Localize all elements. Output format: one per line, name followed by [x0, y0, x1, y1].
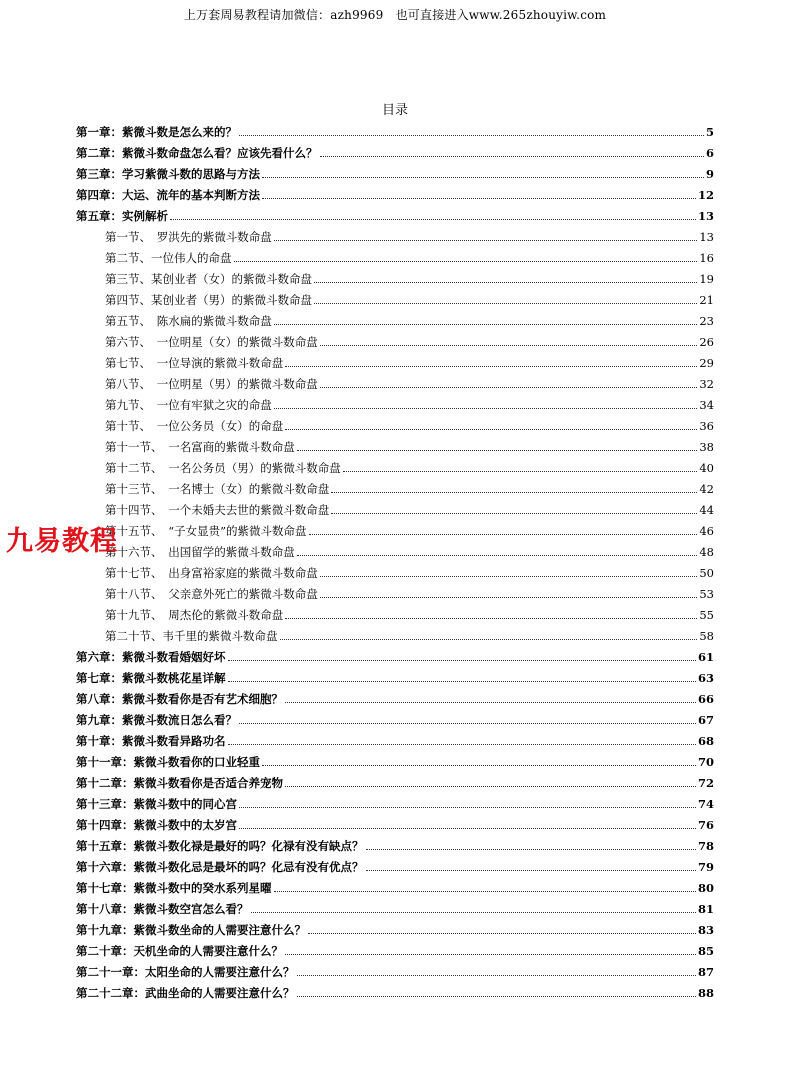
toc-entry-label: 第一节、 罗洪先的紫微斗数命盘: [105, 230, 272, 244]
toc-chapter-entry[interactable]: [76, 119, 714, 140]
toc-entry-page-number: 16: [699, 251, 714, 265]
toc-entry-page-number: 42: [699, 482, 714, 496]
toc-entry-label: 第三节、某创业者（女）的紫微斗数命盘: [105, 272, 312, 286]
toc-chapter-entry[interactable]: [76, 854, 714, 875]
toc-dot-leader: [285, 365, 697, 367]
toc-title: 目录: [381, 103, 408, 118]
toc-entry-label: 第十二章：紫微斗数看你是否适合养宠物: [76, 776, 283, 790]
toc-section-entry[interactable]: [76, 371, 714, 392]
toc-entry-page-number: 29: [699, 356, 714, 370]
toc-entry-page-number: 58: [699, 629, 714, 643]
toc-entry-page-number: 68: [697, 734, 714, 748]
toc-entry-page-number: 76: [697, 818, 714, 832]
toc-entry-page-number: 88: [697, 986, 714, 1000]
toc-entry-label: 第十三节、 一名博士（女）的紫微斗数命盘: [105, 482, 330, 496]
toc-entry-page-number: 21: [699, 293, 714, 307]
toc-entry-label: 第十六章：紫微斗数化忌是最坏的吗？化忌有没有优点？: [76, 860, 364, 874]
toc-chapter-entry[interactable]: [76, 749, 714, 770]
toc-dot-leader: [309, 533, 698, 535]
toc-entry-page-number: 13: [697, 209, 714, 223]
toc-entry-page-number: 34: [699, 398, 714, 412]
toc-section-entry[interactable]: [76, 623, 714, 644]
toc-chapter-entry[interactable]: [76, 896, 714, 917]
toc-entry-page-number: 32: [699, 377, 714, 391]
toc-dot-leader: [228, 680, 696, 682]
toc-entry-label: 第十九节、 周杰伦的紫微斗数命盘: [105, 608, 284, 622]
toc-dot-leader: [251, 911, 696, 913]
toc-dot-leader: [280, 638, 698, 640]
toc-entry-label: 第二十一章：太阳坐命的人需要注意什么？: [76, 965, 295, 979]
toc-dot-leader: [234, 260, 698, 262]
toc-chapter-entry[interactable]: [76, 959, 714, 980]
toc-entry-page-number: 61: [697, 650, 714, 664]
toc-entry-label: 第十三章：紫微斗数中的同心宫: [76, 797, 237, 811]
toc-entry-label: 第十七节、 出身富裕家庭的紫微斗数命盘: [105, 566, 318, 580]
toc-dot-leader: [274, 239, 698, 241]
toc-dot-leader: [285, 428, 697, 430]
toc-section-entry[interactable]: [76, 224, 714, 245]
toc-dot-leader: [285, 953, 696, 955]
toc-entry-page-number: 70: [697, 755, 714, 769]
toc-entry-label: 第六节、 一位明星（女）的紫微斗数命盘: [105, 335, 318, 349]
toc-entry-page-number: 72: [697, 776, 714, 790]
toc-chapter-entry[interactable]: [76, 665, 714, 686]
toc-entry-page-number: 12: [697, 188, 714, 202]
toc-entry-label: 第十四章：紫微斗数中的太岁宫: [76, 818, 237, 832]
toc-entry-label: 第十章：紫微斗数看异路功名: [76, 734, 226, 748]
toc-chapter-entry[interactable]: [76, 770, 714, 791]
toc-entry-label: 第一章：紫微斗数是怎么来的？: [76, 125, 237, 139]
toc-dot-leader: [297, 554, 698, 556]
toc-dot-leader: [343, 470, 698, 472]
toc-entry-label: 第十二节、 一名公务员（男）的紫微斗数命盘: [105, 461, 341, 475]
toc-entry-label: 第十八章：紫微斗数空宫怎么看？: [76, 902, 249, 916]
toc-chapter-entry[interactable]: [76, 917, 714, 938]
toc-section-entry[interactable]: [76, 518, 714, 539]
toc-entry-label: 第五章：实例解析: [76, 209, 168, 223]
toc-entry-page-number: 78: [697, 839, 714, 853]
toc-dot-leader: [239, 722, 696, 724]
toc-entry-label: 第二十章：天机坐命的人需要注意什么？: [76, 944, 283, 958]
toc-entry-label: 第四节、某创业者（男）的紫微斗数命盘: [105, 293, 312, 307]
toc-section-entry[interactable]: [76, 392, 714, 413]
toc-section-entry[interactable]: [76, 350, 714, 371]
toc-entry-label: 第十五章：紫微斗数化禄是最好的吗？化禄有没有缺点？: [76, 839, 364, 853]
toc-chapter-entry[interactable]: [76, 812, 714, 833]
toc-section-entry[interactable]: [76, 434, 714, 455]
toc-dot-leader: [285, 701, 696, 703]
toc-entry-label: 第十六节、 出国留学的紫微斗数命盘: [105, 545, 295, 559]
toc-entry-page-number: 87: [697, 965, 714, 979]
toc-entry-page-number: 36: [699, 419, 714, 433]
toc-dot-leader: [320, 155, 704, 157]
toc-dot-leader: [262, 197, 696, 199]
toc-entry-label: 第九节、 一位有牢狱之灾的命盘: [105, 398, 272, 412]
toc-chapter-entry[interactable]: [76, 728, 714, 749]
toc-entry-label: 第五节、 陈水扁的紫微斗数命盘: [105, 314, 272, 328]
toc-dot-leader: [274, 323, 698, 325]
page-header-text: 上万套周易教程请加微信：azh9969 也可直接进入www.265zhouyiw.com: [183, 8, 607, 22]
toc-entry-label: 第七章：紫微斗数桃花星详解: [76, 671, 226, 685]
toc-section-entry[interactable]: [76, 455, 714, 476]
toc-entry-label: 第三章：学习紫微斗数的思路与方法: [76, 167, 260, 181]
toc-dot-leader: [331, 512, 697, 514]
toc-section-entry[interactable]: [76, 560, 714, 581]
toc-entry-label: 第十一章：紫微斗数看你的口业轻重: [76, 755, 260, 769]
toc-entry-label: 第二十二章：武曲坐命的人需要注意什么？: [76, 986, 295, 1000]
toc-chapter-entry[interactable]: [76, 833, 714, 854]
toc-entry-page-number: 63: [697, 671, 714, 685]
toc-section-entry[interactable]: [76, 245, 714, 266]
toc-dot-leader: [262, 176, 704, 178]
toc-entry-page-number: 55: [699, 608, 714, 622]
toc-section-entry[interactable]: [76, 602, 714, 623]
toc-dot-leader: [366, 848, 696, 850]
toc-entry-label: 第十节、 一位公务员（女）的命盘: [105, 419, 284, 433]
toc-chapter-entry[interactable]: [76, 875, 714, 896]
toc-chapter-entry[interactable]: [76, 203, 714, 224]
toc-entry-label: 第四章：大运、流年的基本判断方法: [76, 188, 260, 202]
toc-dot-leader: [170, 218, 696, 220]
toc-entry-page-number: 85: [697, 944, 714, 958]
watermark-logo: 九易教程: [6, 526, 118, 557]
toc-dot-leader: [331, 491, 697, 493]
toc-dot-leader: [320, 575, 698, 577]
toc-entry-label: 第十五节、 “子女显贵”的紫微斗数命盘: [105, 524, 307, 538]
toc-dot-leader: [239, 827, 696, 829]
toc-dot-leader: [297, 974, 696, 976]
toc-dot-leader: [366, 869, 696, 871]
toc-section-entry[interactable]: [76, 287, 714, 308]
toc-chapter-entry[interactable]: [76, 182, 714, 203]
toc-entry-page-number: 26: [699, 335, 714, 349]
toc-entry-page-number: 23: [699, 314, 714, 328]
toc-section-entry[interactable]: [76, 539, 714, 560]
toc-dot-leader: [308, 932, 696, 934]
toc-section-entry[interactable]: [76, 266, 714, 287]
toc-dot-leader: [262, 764, 696, 766]
toc-dot-leader: [228, 659, 696, 661]
toc-entry-page-number: 44: [699, 503, 714, 517]
toc-dot-leader: [297, 449, 698, 451]
toc-entry-page-number: 53: [699, 587, 714, 601]
toc-dot-leader: [274, 407, 698, 409]
toc-entry-page-number: 9: [705, 167, 714, 181]
toc-section-entry[interactable]: [76, 329, 714, 350]
toc-entry-page-number: 48: [699, 545, 714, 559]
toc-dot-leader: [239, 806, 696, 808]
toc-dot-leader: [285, 785, 696, 787]
toc-entry-label: 第六章：紫微斗数看婚姻好坏: [76, 650, 226, 664]
toc-chapter-entry[interactable]: [76, 707, 714, 728]
toc-dot-leader: [228, 743, 696, 745]
table-of-contents: [76, 119, 714, 1001]
toc-entry-page-number: 5: [705, 125, 714, 139]
toc-chapter-entry[interactable]: [76, 938, 714, 959]
toc-dot-leader: [297, 995, 696, 997]
toc-entry-label: 第七节、 一位导演的紫微斗数命盘: [105, 356, 284, 370]
toc-entry-label: 第二节、一位伟人的命盘: [105, 251, 232, 265]
toc-dot-leader: [320, 386, 698, 388]
toc-entry-label: 第十九章：紫微斗数坐命的人需要注意什么？: [76, 923, 306, 937]
toc-chapter-entry[interactable]: [76, 161, 714, 182]
toc-section-entry[interactable]: [76, 476, 714, 497]
toc-entry-label: 第八章：紫微斗数看你是否有艺术细胞？: [76, 692, 283, 706]
toc-entry-page-number: 80: [697, 881, 714, 895]
toc-entry-label: 第十四节、 一个未婚夫去世的紫微斗数命盘: [105, 503, 330, 517]
toc-dot-leader: [320, 344, 698, 346]
toc-entry-page-number: 81: [697, 902, 714, 916]
toc-entry-page-number: 46: [699, 524, 714, 538]
toc-entry-page-number: 66: [697, 692, 714, 706]
toc-chapter-entry[interactable]: [76, 686, 714, 707]
toc-entry-page-number: 50: [699, 566, 714, 580]
toc-entry-label: 第十一节、 一名富商的紫微斗数命盘: [105, 440, 295, 454]
toc-entry-label: 第二章：紫微斗数命盘怎么看？应该先看什么？: [76, 146, 318, 160]
toc-chapter-entry[interactable]: [76, 791, 714, 812]
toc-dot-leader: [239, 134, 704, 136]
toc-chapter-entry[interactable]: [76, 644, 714, 665]
toc-entry-label: 第十七章：紫微斗数中的癸水系列星曜: [76, 881, 272, 895]
toc-entry-page-number: 67: [697, 713, 714, 727]
toc-dot-leader: [314, 302, 697, 304]
toc-entry-label: 第二十节、韦千里的紫微斗数命盘: [105, 629, 278, 643]
toc-entry-page-number: 19: [699, 272, 714, 286]
toc-entry-page-number: 83: [697, 923, 714, 937]
toc-entry-label: 第九章：紫微斗数流日怎么看？: [76, 713, 237, 727]
toc-dot-leader: [274, 890, 696, 892]
toc-dot-leader: [285, 617, 697, 619]
toc-chapter-entry[interactable]: [76, 980, 714, 1001]
toc-section-entry[interactable]: [76, 581, 714, 602]
toc-entry-label: 第八节、 一位明星（男）的紫微斗数命盘: [105, 377, 318, 391]
toc-entry-label: 第十八节、 父亲意外死亡的紫微斗数命盘: [105, 587, 318, 601]
toc-chapter-entry[interactable]: [76, 140, 714, 161]
toc-entry-page-number: 6: [705, 146, 714, 160]
toc-entry-page-number: 40: [699, 461, 714, 475]
toc-entry-page-number: 38: [699, 440, 714, 454]
toc-section-entry[interactable]: [76, 497, 714, 518]
toc-dot-leader: [320, 596, 698, 598]
toc-entry-page-number: 74: [697, 797, 714, 811]
toc-entry-page-number: 79: [697, 860, 714, 874]
toc-dot-leader: [314, 281, 697, 283]
toc-section-entry[interactable]: [76, 308, 714, 329]
toc-entry-page-number: 13: [699, 230, 714, 244]
toc-section-entry[interactable]: [76, 413, 714, 434]
